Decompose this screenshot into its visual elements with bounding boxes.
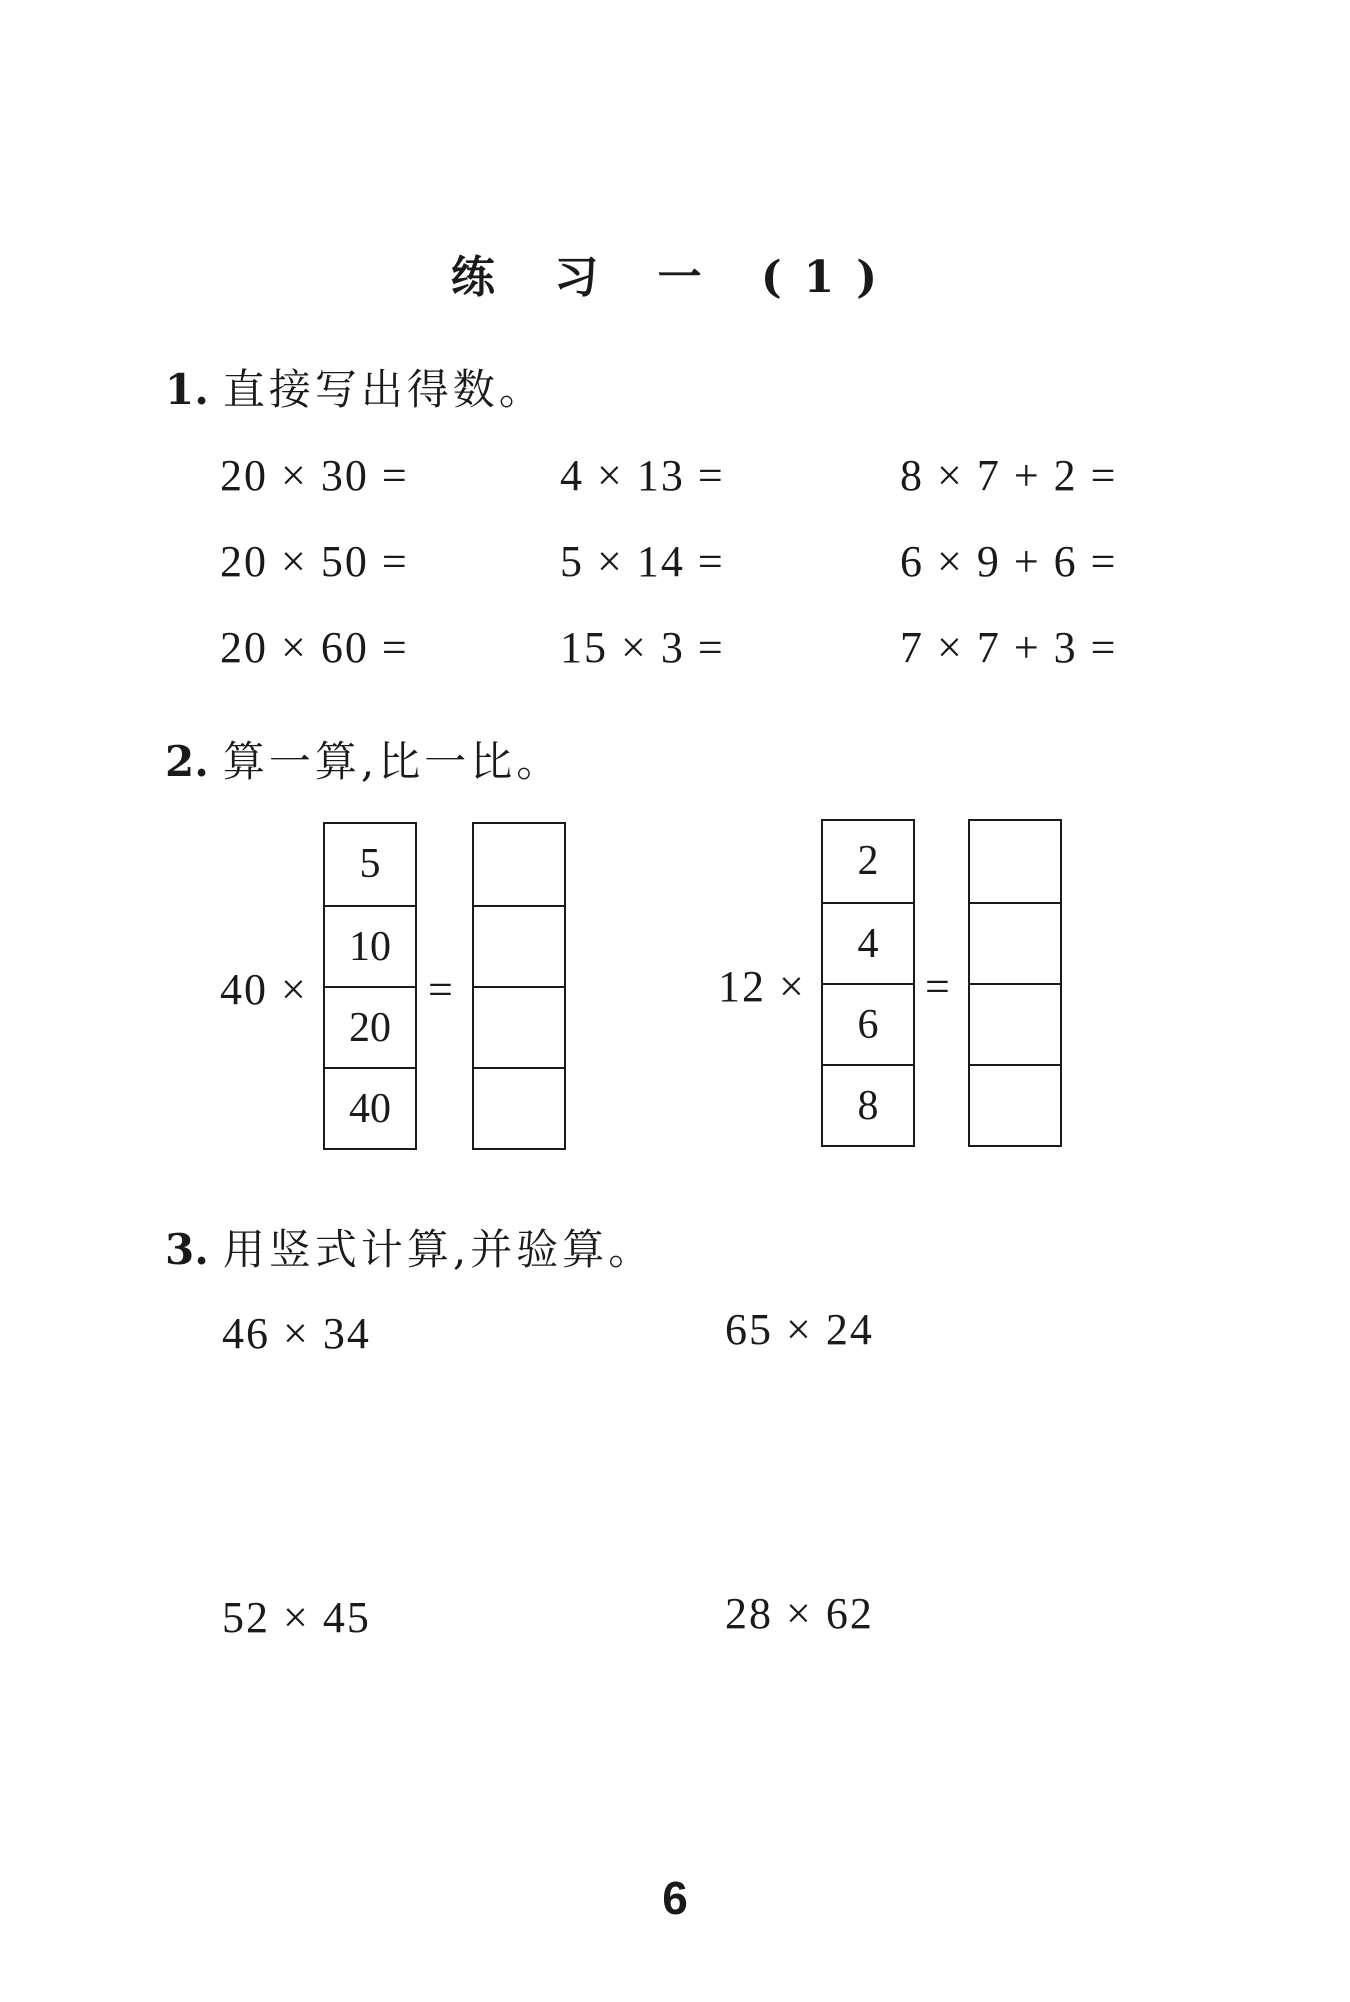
q2-right-equals: = — [925, 962, 952, 1011]
question-3-heading — [165, 1222, 654, 1278]
answer-box[interactable] — [474, 824, 564, 905]
question-2-number: 2. — [165, 737, 209, 786]
q2-right-answer-column — [968, 819, 1062, 1147]
q1-expression: 20 × 60 = — [220, 623, 409, 672]
factor-cell: 40 — [325, 1067, 415, 1148]
q1-expression: 20 × 50 = — [220, 537, 409, 586]
question-3-number: 3. — [165, 1225, 209, 1274]
q1-expression: 8 × 7 + 2 = — [900, 451, 1118, 500]
answer-box[interactable] — [474, 905, 564, 986]
q2-right-factor-column — [821, 819, 915, 1147]
q2-left-equals: = — [428, 965, 455, 1014]
factor-cell: 8 — [823, 1064, 913, 1145]
q3-problem: 28 × 62 — [725, 1589, 874, 1638]
factor-cell: 5 — [359, 841, 381, 887]
q1-expression: 4 × 13 = — [560, 451, 725, 500]
q3-problem: 65 × 24 — [725, 1305, 874, 1354]
q2-left-multiplier: 40 × — [220, 965, 308, 1014]
q2-right-multiplier: 12 × — [718, 962, 806, 1011]
question-1-text: 直接写出得数。 — [222, 365, 545, 414]
factor-cell: 6 — [823, 983, 913, 1064]
question-1-heading — [165, 362, 545, 418]
answer-box[interactable] — [970, 983, 1060, 1064]
answer-box[interactable] — [474, 986, 564, 1067]
answer-box[interactable] — [970, 1064, 1060, 1145]
question-2-text: 算一算,比一比。 — [222, 737, 563, 786]
question-3-text: 用竖式计算,并验算。 — [222, 1225, 655, 1274]
factor-cell: 20 — [325, 986, 415, 1067]
page-title: 练 习 一 (1) — [450, 252, 900, 303]
answer-box[interactable] — [970, 821, 1060, 902]
factor-cell: 10 — [325, 905, 415, 986]
question-1-number: 1. — [165, 365, 209, 414]
q2-left-factor-column — [323, 822, 417, 1150]
question-2-heading — [165, 734, 562, 790]
q1-expression: 5 × 14 = — [560, 537, 725, 586]
q1-expression: 7 × 7 + 3 = — [900, 623, 1118, 672]
q1-expression: 20 × 30 = — [220, 451, 409, 500]
answer-box[interactable] — [970, 902, 1060, 983]
q1-expression: 6 × 9 + 6 = — [900, 537, 1118, 586]
q3-problem: 52 × 45 — [222, 1593, 371, 1642]
q3-problem: 46 × 34 — [222, 1309, 371, 1358]
answer-box[interactable] — [474, 1067, 564, 1148]
q2-left-answer-column — [472, 822, 566, 1150]
page-number: 6 — [662, 1872, 688, 1924]
q1-expression: 15 × 3 = — [560, 623, 725, 672]
factor-cell: 4 — [823, 902, 913, 983]
factor-cell: 2 — [857, 838, 879, 884]
